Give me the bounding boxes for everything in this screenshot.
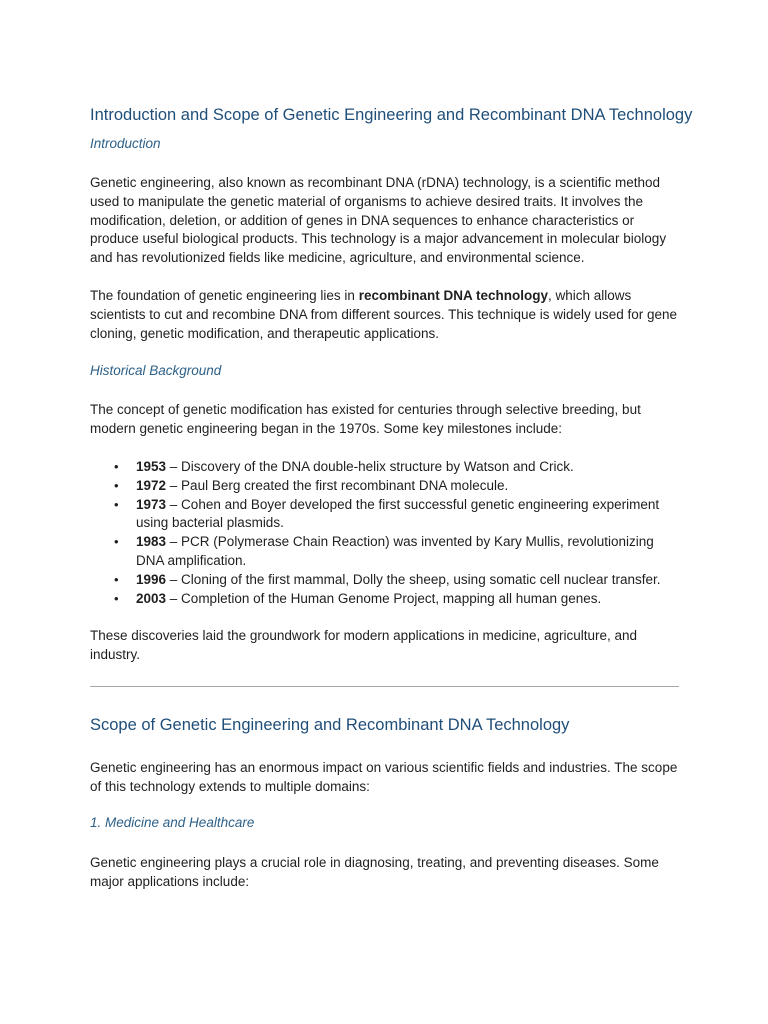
list-item [90, 571, 680, 590]
historical-background-heading: Historical Background [90, 363, 222, 378]
document-title: Introduction and Scope of Genetic Engineering and Recombinant DNA Technology [90, 106, 693, 124]
milestone-text: – Cohen and Boyer developed the first successful genetic engineering experiment using bacterial plasmids. [136, 496, 660, 531]
milestone-year: 1972 [136, 477, 167, 493]
milestone-text: – Paul Berg created the first recombinant DNA molecule. [166, 477, 509, 493]
bullet-icon: • [114, 477, 119, 493]
milestones-list [90, 458, 680, 608]
list-item [90, 533, 680, 571]
milestone-text: – PCR (Polymerase Chain Reaction) was invented by Kary Mullis, revolutionizing DNA amplification. [136, 534, 654, 568]
list-item [90, 477, 680, 496]
milestone-year: 1973 [136, 496, 167, 512]
bullet-icon: • [114, 590, 119, 606]
bullet-icon: • [114, 534, 119, 550]
medicine-heading: 1. Medicine and Healthcare [90, 815, 255, 830]
list-item [90, 496, 680, 534]
list-item [90, 590, 680, 609]
foundation-text-start: The foundation of genetic engineering lies in [90, 288, 359, 303]
history-conclusion-paragraph: These discoveries laid the groundwork for modern applications in medicine, agriculture, and industry. [90, 628, 638, 662]
history-intro-paragraph: The concept of genetic modification has existed for centuries through selective breeding, but modern genetic engineering began in the 1970s. Some key milestones include: [90, 402, 641, 436]
milestone-year: 2003 [136, 590, 167, 606]
milestone-text: – Completion of the Human Genome Project, mapping all human genes. [166, 590, 602, 606]
bullet-icon: • [114, 459, 119, 474]
scope-intro-paragraph: Genetic engineering has an enormous impact on various scientific fields and industries. The scope of this technology extends to multiple domains: [90, 760, 678, 794]
foundation-paragraph [90, 287, 680, 343]
bullet-icon: • [114, 571, 119, 587]
milestone-year: 1953 [136, 459, 167, 474]
milestone-text: – Cloning of the first mammal, Dolly the sheep, using somatic cell nuclear transfer. [166, 571, 661, 587]
bullet-icon: • [114, 496, 119, 512]
introduction-heading: Introduction [90, 136, 161, 151]
milestone-year: 1996 [136, 571, 167, 587]
medicine-intro-paragraph: Genetic engineering plays a crucial role in diagnosing, treating, and preventing diseases. Some major applications include: [90, 855, 659, 889]
list-item [90, 458, 680, 477]
foundation-text-end: , which allows scientists to cut and recombine DNA from different sources. This technique is widely used for gene cloning, genetic modification, and therapeutic applications. [90, 288, 678, 341]
milestone-text: – Discovery of the DNA double-helix structure by Watson and Crick. [166, 459, 574, 474]
recombinant-dna-term: recombinant DNA technology [358, 288, 548, 303]
scope-heading: Scope of Genetic Engineering and Recombinant DNA Technology [90, 716, 570, 734]
milestone-year: 1983 [136, 534, 167, 550]
horizontal-divider [90, 686, 679, 687]
introduction-paragraph: Genetic engineering, also known as recombinant DNA (rDNA) technology, is a scientific method used to manipulate the genetic material of organisms to achieve desired traits. It involves the modification, deletion, or addition of genes in DNA sequences to enhance characteristics or produce useful biological products. This technology is a major advancement in molecular biology and has revolutionized fields like medicine, agriculture, and environmental science. [90, 175, 667, 266]
